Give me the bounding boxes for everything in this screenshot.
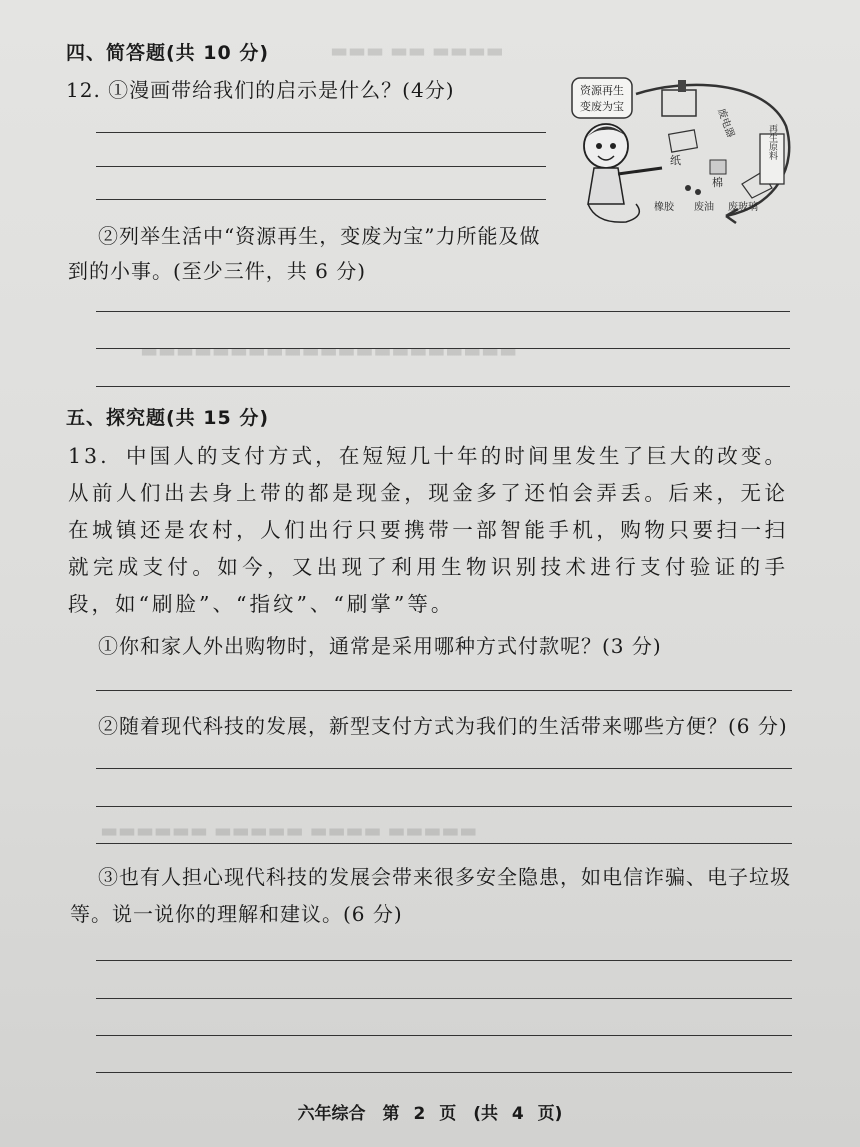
answer-line[interactable]: [96, 843, 792, 844]
label-raw-material: 再生原料: [767, 124, 777, 160]
answer-line[interactable]: [96, 386, 790, 387]
question-13-part-3: ③也有人担心现代科技的发展会带来很多安全隐患，如电信诈骗、电子垃圾: [98, 865, 791, 889]
answer-line[interactable]: [96, 960, 792, 961]
label-appliance: 废电器: [715, 107, 736, 140]
label-cotton: 棉: [712, 176, 723, 189]
recycling-cartoon-image: [566, 76, 794, 226]
answer-line[interactable]: [96, 311, 790, 312]
label-paper: 纸: [670, 154, 681, 167]
answer-line[interactable]: [96, 998, 792, 999]
bleed-through-text: ▬▬▬▬ ▬▬ ▬▬▬: [330, 40, 504, 62]
question-13-passage: [68, 438, 788, 623]
label-glass: 废玻璃: [728, 202, 758, 213]
question-13-number: 13.: [68, 444, 110, 468]
factory-icon: [662, 90, 696, 116]
answer-line[interactable]: [96, 166, 546, 167]
section-title: 五、探究题(共 15 分): [66, 407, 270, 429]
answer-line[interactable]: [96, 806, 792, 807]
section-title: 四、简答题(共 10 分): [66, 42, 270, 64]
caption-line-2: 变废为宝: [580, 100, 624, 113]
page-footer: 六年综合 第 2 页 (共 4 页): [297, 1104, 563, 1124]
boy-figure: [584, 124, 628, 168]
answer-line[interactable]: [96, 1035, 792, 1036]
label-rubber: 橡胶: [654, 202, 674, 213]
question-12-part-1: 12. ①漫画带给我们的启示是什么？(4分): [66, 78, 455, 102]
question-13-part-3-cont: 等。说一说你的理解和建议。(6 分): [70, 902, 403, 926]
answer-line[interactable]: [96, 348, 790, 349]
answer-line[interactable]: [96, 199, 546, 200]
answer-line[interactable]: [96, 132, 546, 133]
question-13-text: 中国人的支付方式，在短短几十年的时间里发生了巨大的改变。从前人们出去身上带的都是现金，现金多了还怕会弄丢。后来，无论在城镇还是农村，人们出行只要携带一部智能手机，购物只要扫一扫就完成支付。如今，又出现了利用生物识别技术进行支付验证的手段，如“刷脸”、“指纹”、“刷掌”等。: [68, 444, 788, 616]
question-12-part-2-cont: 到的小事。(至少三件，共 6 分): [68, 259, 367, 283]
answer-line[interactable]: [96, 690, 792, 691]
question-13-part-1: ①你和家人外出购物时，通常是采用哪种方式付款呢？(3 分): [98, 634, 662, 658]
caption-line-1: 资源再生: [580, 84, 624, 97]
question-12-part-2: ②列举生活中“资源再生，变废为宝”力所能及做: [98, 224, 541, 248]
bleed-through-text: ▬▬▬▬▬ ▬▬▬▬ ▬▬▬▬▬ ▬▬▬▬▬▬: [100, 820, 478, 842]
label-oil: 废油: [694, 202, 714, 213]
answer-line[interactable]: [96, 768, 792, 769]
bleed-through-text: ▬▬▬▬▬▬▬▬▬▬▬▬▬▬▬▬▬▬▬▬▬: [140, 340, 517, 362]
answer-line[interactable]: [96, 1072, 792, 1073]
question-13-part-2: ②随着现代科技的发展，新型支付方式为我们的生活带来哪些方便？(6 分): [98, 714, 788, 738]
